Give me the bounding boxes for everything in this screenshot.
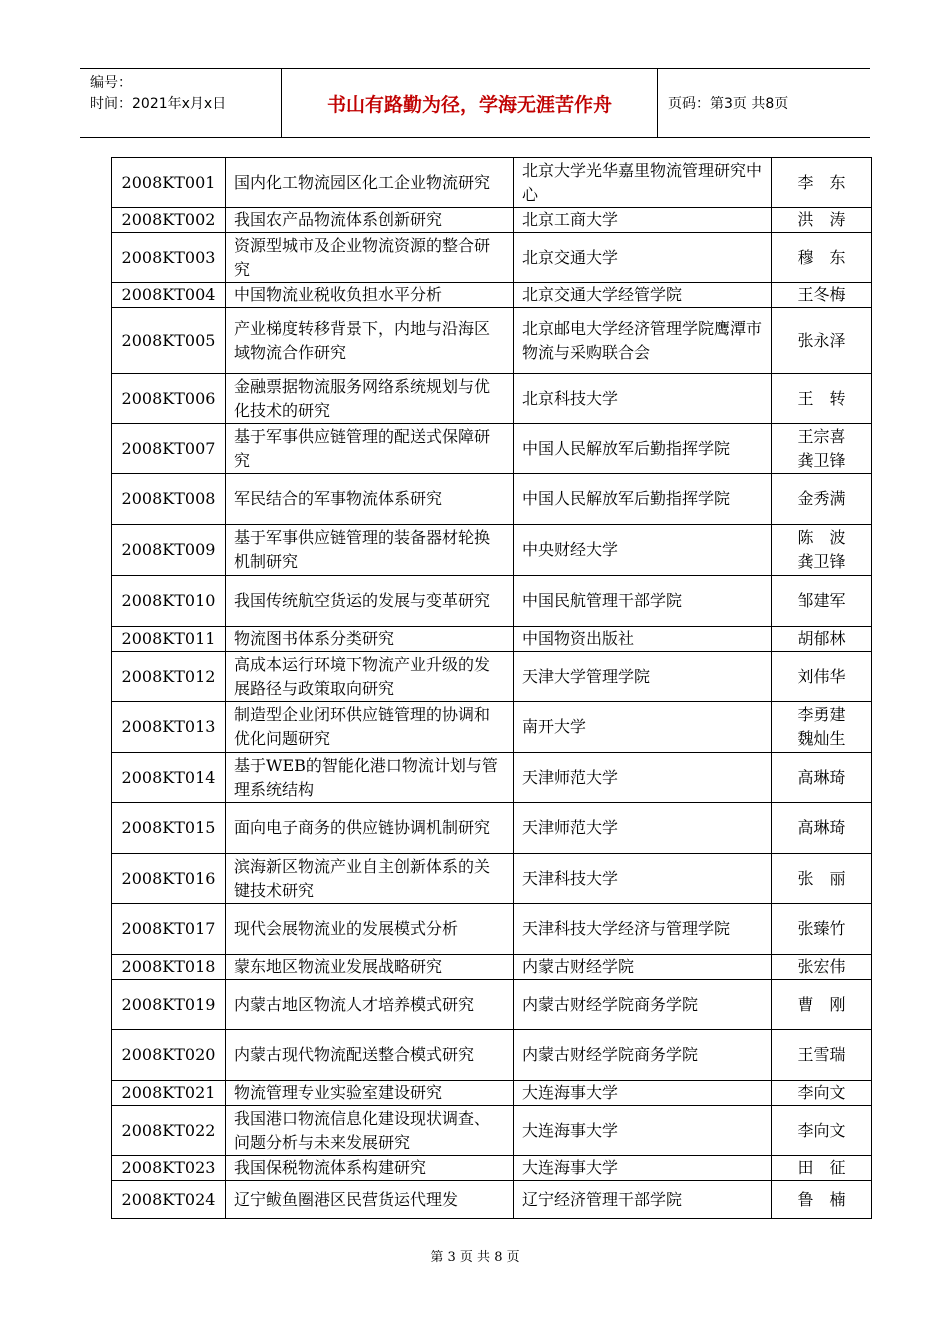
project-code-cell: 2008KT003: [112, 233, 226, 283]
project-leader-cell: [772, 208, 872, 233]
document-number-label: 编号：: [90, 75, 132, 91]
project-leader-cell: [772, 980, 872, 1030]
table-row: [112, 208, 872, 233]
project-code-cell: 2008KT020: [112, 1030, 226, 1081]
project-leader-cell: [772, 803, 872, 854]
project-code-cell: 2008KT015: [112, 803, 226, 854]
project-organization-cell: 南开大学: [514, 702, 772, 753]
project-organization-cell: 内蒙古财经学院: [514, 955, 772, 980]
project-title-cell: 制造型企业闭环供应链管理的协调和优化问题研究: [226, 702, 514, 753]
table-row: [112, 803, 872, 854]
project-leader-cell: [772, 1106, 872, 1156]
project-code-cell: 2008KT018: [112, 955, 226, 980]
project-leader-name: 龚卫锋: [797, 552, 846, 571]
page-footer: 第 3 页 共 8 页: [430, 1250, 520, 1265]
project-title-cell: 我国港口物流信息化建设现状调查、问题分析与未来发展研究: [226, 1106, 514, 1156]
table-row: [112, 753, 872, 803]
project-title-cell: 军民结合的军事物流体系研究: [226, 474, 514, 525]
project-organization-cell: 天津科技大学经济与管理学院: [514, 904, 772, 955]
project-leader-cell: [772, 652, 872, 702]
project-title-cell: 基于军事供应链管理的配送式保障研究: [226, 424, 514, 474]
project-code-cell: 2008KT001: [112, 158, 226, 208]
project-organization-cell: 辽宁经济管理干部学院: [514, 1181, 772, 1219]
project-organization-cell: 中国人民解放军后勤指挥学院: [514, 424, 772, 474]
project-leader-name: 高琳琦: [797, 767, 846, 787]
project-organization-cell: 天津师范大学: [514, 753, 772, 803]
project-title-cell: 高成本运行环境下物流产业升级的发展路径与政策取向研究: [226, 652, 514, 702]
project-leader-cell: [772, 702, 872, 753]
project-organization-cell: 中国民航管理干部学院: [514, 576, 772, 627]
project-leader-cell: [772, 1181, 872, 1219]
project-title-cell: 辽宁鲅鱼圈港区民营货运代理发: [226, 1181, 514, 1219]
project-title-cell: 滨海新区物流产业自主创新体系的关键技术研究: [226, 854, 514, 904]
project-title-cell: 内蒙古地区物流人才培养模式研究: [226, 980, 514, 1030]
project-leader-cell: [772, 308, 872, 374]
project-leader-name: 张 丽: [797, 868, 846, 888]
project-leader-name: 洪 涛: [797, 210, 846, 229]
table-row: [112, 283, 872, 308]
project-title-cell: 基于军事供应链管理的装备器材轮换机制研究: [226, 525, 514, 576]
project-organization-cell: 北京交通大学: [514, 233, 772, 283]
table-row: [112, 576, 872, 627]
project-leader-name: 李 东: [797, 172, 846, 192]
project-organization-cell: 大连海事大学: [514, 1106, 772, 1156]
table-row: [112, 1106, 872, 1156]
project-code-cell: 2008KT005: [112, 308, 226, 374]
project-title-cell: 国内化工物流园区化工企业物流研究: [226, 158, 514, 208]
table-row: [112, 980, 872, 1030]
project-code-cell: 2008KT016: [112, 854, 226, 904]
table-row: [112, 854, 872, 904]
project-organization-cell: 天津大学管理学院: [514, 652, 772, 702]
project-leader-cell: [772, 904, 872, 955]
project-title-cell: 我国传统航空货运的发展与变革研究: [226, 576, 514, 627]
table-row: [112, 233, 872, 283]
table-row: [112, 474, 872, 525]
project-leader-cell: [772, 1081, 872, 1106]
project-code-cell: 2008KT013: [112, 702, 226, 753]
project-code-cell: 2008KT023: [112, 1156, 226, 1181]
project-leader-name: 王宗喜: [797, 426, 846, 446]
project-title-cell: 中国物流业税收负担水平分析: [226, 283, 514, 308]
table-row: [112, 955, 872, 980]
project-title-cell: 金融票据物流服务网络系统规划与优化技术的研究: [226, 374, 514, 424]
table-row: [112, 374, 872, 424]
table-row: [112, 1030, 872, 1081]
header-motto: 书山有路勤为径，学海无涯苦作舟: [281, 69, 658, 137]
project-leader-name: 龚卫锋: [797, 450, 846, 470]
table-row: [112, 904, 872, 955]
project-code-cell: 2008KT010: [112, 576, 226, 627]
project-leader-name: 邹建军: [797, 591, 846, 610]
project-organization-cell: 内蒙古财经学院商务学院: [514, 1030, 772, 1081]
project-leader-name: 王雪瑞: [797, 1045, 846, 1064]
table-row: [112, 1181, 872, 1219]
project-title-cell: 产业梯度转移背景下，内地与沿海区域物流合作研究: [226, 308, 514, 374]
table-row: [112, 525, 872, 576]
project-leader-cell: [772, 474, 872, 525]
project-leader-cell: [772, 1030, 872, 1081]
project-leader-name: 张臻竹: [797, 919, 846, 938]
project-table-body: [112, 158, 872, 1219]
project-organization-cell: 大连海事大学: [514, 1156, 772, 1181]
project-code-cell: 2008KT022: [112, 1106, 226, 1156]
table-row: [112, 702, 872, 753]
project-organization-cell: 北京大学光华嘉里物流管理研究中心: [514, 158, 772, 208]
project-leader-cell: [772, 627, 872, 652]
project-leader-name: 高琳琦: [797, 818, 846, 837]
project-organization-cell: 中国人民解放军后勤指挥学院: [514, 474, 772, 525]
project-leader-name: 王冬梅: [797, 285, 846, 304]
project-code-cell: 2008KT006: [112, 374, 226, 424]
project-leader-cell: [772, 576, 872, 627]
project-code-cell: 2008KT007: [112, 424, 226, 474]
table-row: [112, 627, 872, 652]
project-leader-name: 张宏伟: [797, 957, 846, 976]
project-leader-cell: [772, 854, 872, 904]
project-organization-cell: 北京科技大学: [514, 374, 772, 424]
project-leader-cell: [772, 525, 872, 576]
table-row: [112, 424, 872, 474]
project-leader-name: 鲁 楠: [797, 1189, 846, 1209]
page-header: [80, 68, 870, 138]
header-meta: [80, 69, 281, 137]
project-leader-name: 李勇建: [797, 705, 846, 724]
project-code-cell: 2008KT024: [112, 1181, 226, 1219]
project-organization-cell: 北京交通大学经管学院: [514, 283, 772, 308]
document-time-label: 时间：2021年x月x日: [90, 96, 227, 112]
project-organization-cell: 内蒙古财经学院商务学院: [514, 980, 772, 1030]
project-leader-name: 李向文: [797, 1120, 846, 1140]
project-organization-cell: 北京工商大学: [514, 208, 772, 233]
project-leader-name: 曹 刚: [797, 994, 846, 1014]
project-code-cell: 2008KT011: [112, 627, 226, 652]
table-row: [112, 1156, 872, 1181]
project-code-cell: 2008KT002: [112, 208, 226, 233]
table-row: [112, 652, 872, 702]
project-leader-name: 李向文: [797, 1083, 846, 1102]
project-organization-cell: 中国物资出版社: [514, 627, 772, 652]
project-leader-name: 田 征: [797, 1158, 846, 1177]
project-leader-name: 张永泽: [797, 330, 846, 350]
project-title-cell: 面向电子商务的供应链协调机制研究: [226, 803, 514, 854]
project-leader-name: 金秀满: [797, 489, 846, 508]
project-leader-name: 胡郁林: [797, 629, 846, 648]
project-title-cell: 我国农产品物流体系创新研究: [226, 208, 514, 233]
project-leader-cell: [772, 753, 872, 803]
project-organization-cell: 大连海事大学: [514, 1081, 772, 1106]
project-leader-name: 刘伟华: [797, 666, 846, 686]
project-organization-cell: 天津科技大学: [514, 854, 772, 904]
project-title-cell: 物流管理专业实验室建设研究: [226, 1081, 514, 1106]
table-row: [112, 158, 872, 208]
project-title-cell: 内蒙古现代物流配送整合模式研究: [226, 1030, 514, 1081]
project-leader-cell: [772, 158, 872, 208]
project-leader-name: 穆 东: [797, 247, 846, 267]
project-leader-cell: [772, 233, 872, 283]
project-leader-cell: [772, 955, 872, 980]
project-code-cell: 2008KT019: [112, 980, 226, 1030]
project-title-cell: 我国保税物流体系构建研究: [226, 1156, 514, 1181]
project-leader-name: 魏灿生: [797, 729, 846, 748]
project-organization-cell: 北京邮电大学经济管理学院鹰潭市物流与采购联合会: [514, 308, 772, 374]
project-leader-cell: [772, 374, 872, 424]
project-organization-cell: 中央财经大学: [514, 525, 772, 576]
project-code-cell: 2008KT009: [112, 525, 226, 576]
project-code-cell: 2008KT014: [112, 753, 226, 803]
project-code-cell: 2008KT008: [112, 474, 226, 525]
project-title-cell: 资源型城市及企业物流资源的整合研究: [226, 233, 514, 283]
project-leader-cell: [772, 1156, 872, 1181]
table-row: [112, 308, 872, 374]
project-title-cell: 蒙东地区物流业发展战略研究: [226, 955, 514, 980]
project-leader-name: 陈 波: [797, 528, 846, 547]
project-title-cell: 物流图书体系分类研究: [226, 627, 514, 652]
project-organization-cell: 天津师范大学: [514, 803, 772, 854]
project-table: [111, 157, 872, 1219]
project-title-cell: 基于WEB的智能化港口物流计划与管理系统结构: [226, 753, 514, 803]
header-page-info: 页码：第3页 共8页: [668, 96, 789, 112]
project-code-cell: 2008KT004: [112, 283, 226, 308]
project-code-cell: 2008KT012: [112, 652, 226, 702]
project-leader-name: 王 转: [797, 388, 846, 408]
project-leader-cell: [772, 424, 872, 474]
project-leader-cell: [772, 283, 872, 308]
project-title-cell: 现代会展物流业的发展模式分析: [226, 904, 514, 955]
project-code-cell: 2008KT021: [112, 1081, 226, 1106]
table-row: [112, 1081, 872, 1106]
project-code-cell: 2008KT017: [112, 904, 226, 955]
